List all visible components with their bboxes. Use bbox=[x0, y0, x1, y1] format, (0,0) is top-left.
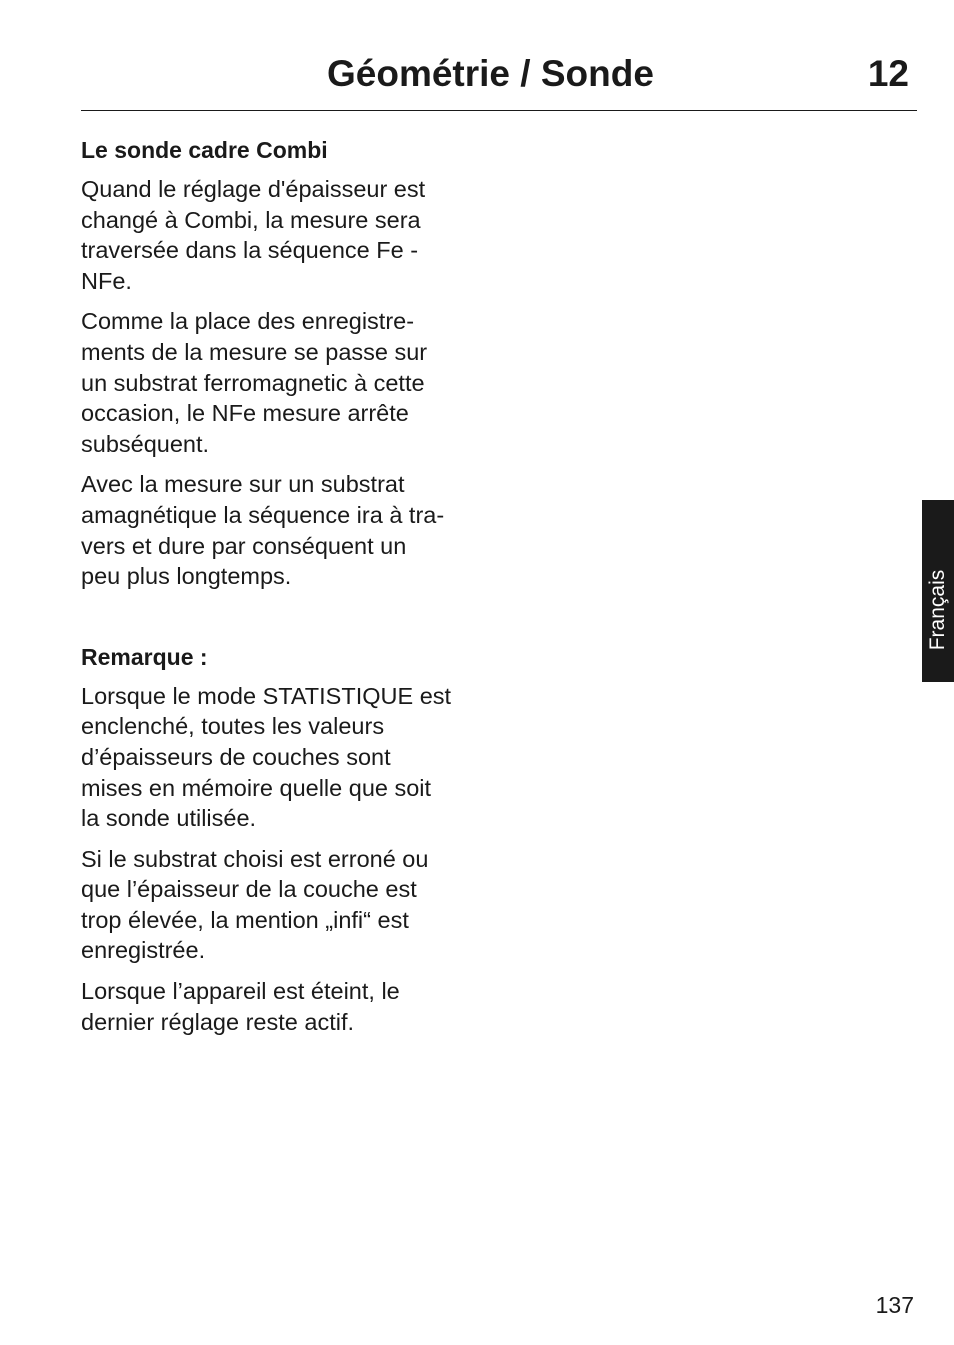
section-spacer bbox=[81, 602, 501, 642]
section-remark bbox=[81, 642, 501, 1038]
section-combi-probe bbox=[81, 135, 501, 592]
page-title: Géométrie / Sonde bbox=[327, 53, 654, 94]
page-number: 137 bbox=[875, 1292, 914, 1318]
paragraph: Comme la place des enregistre- ments de la mesure se passe sur un substrat ferromagnetic à cette occasion, le NFe mesure arrête subséquent. bbox=[81, 308, 428, 457]
chapter-number: 12 bbox=[867, 53, 909, 94]
language-tab-label: Français bbox=[926, 569, 949, 651]
page-header bbox=[81, 48, 917, 111]
paragraph: Avec la mesure sur un substrat amagnétique la séquence ira à tra- vers et dure par conséquent un peu plus longtemps. bbox=[81, 471, 445, 590]
language-tab bbox=[922, 500, 954, 682]
paragraph: Quand le réglage d'épaisseur est changé à Combi, la mesure sera traversée dans la séquence Fe - NFe. bbox=[81, 176, 426, 294]
main-content bbox=[81, 135, 501, 1047]
paragraph: Lorsque le mode STATISTIQUE est enclenché, toutes les valeurs d’épaisseurs de couches sont mises en mémoire quelle que soit la sonde utilisée. bbox=[81, 682, 452, 832]
paragraph: Si le substrat choisi est erroné ou que l’épaisseur de la couche est trop élevée, la mention „infi“ est enregistrée. bbox=[81, 845, 429, 964]
section-heading: Remarque : bbox=[81, 643, 208, 670]
section-heading: Le sonde cadre Combi bbox=[81, 137, 328, 163]
paragraph: Lorsque l’appareil est éteint, le dernier réglage reste actif. bbox=[81, 978, 400, 1035]
